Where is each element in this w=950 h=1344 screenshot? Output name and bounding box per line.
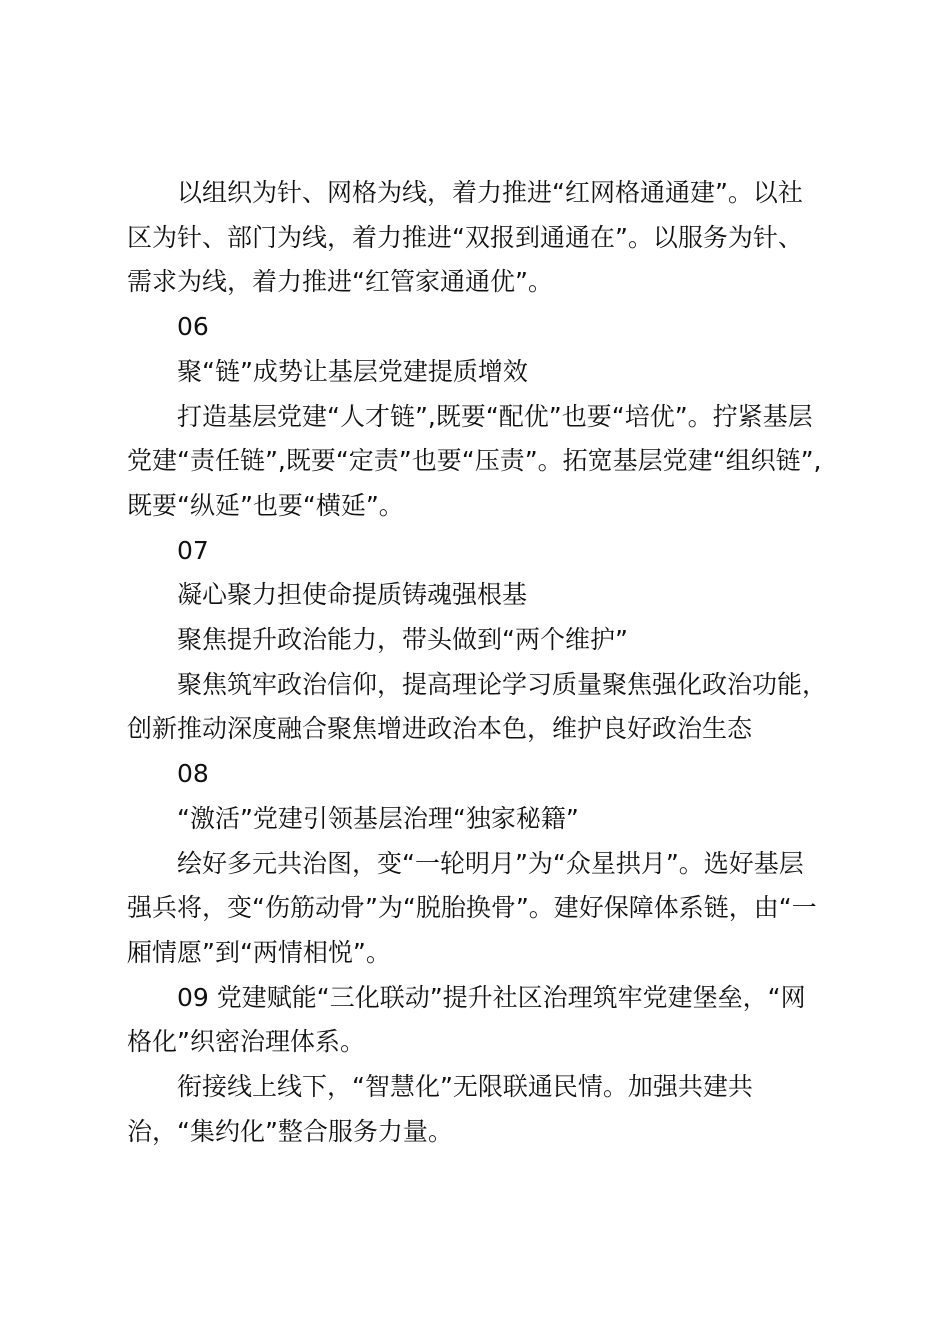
section-heading-07: 凝心聚力担使命提质铸魂强根基	[177, 580, 528, 610]
section-number-06: 06	[177, 312, 209, 342]
section-number-08: 08	[177, 759, 209, 789]
paragraph-community-grid: 以组织为针、网格为线，着力推进“红网格通通建”。以社区为针、部门为线，着力推进“双报到通通在”。以服务为针、需求为线，着力推进“红管家通通优”。	[127, 178, 803, 297]
paragraph-chain: 打造基层党建“人才链”,既要“配优”也要“培优”。拧紧基层党建“责任链”,既要“定责”也要“压责”。拓宽基层党建“组织链”,既要“纵延”也要“横延”。	[127, 401, 822, 520]
paragraph-political-belief: 聚焦筑牢政治信仰，提高理论学习质量聚焦强化政治功能，创新推动深度融合聚焦增进政治本色，维护良好政治生态	[127, 669, 828, 744]
document-body	[127, 171, 827, 1154]
section-number-07: 07	[177, 535, 209, 565]
section-heading-06: 聚“链”成势让基层党建提质增效	[177, 356, 528, 386]
paragraph-governance: 绘好多元共治图，变“一轮明月”为“众星拱月”。选好基层强兵将，变“伤筋动骨”为“脱胎换骨”。建好保障体系链，由“一厢情愿”到“两情相悦”。	[127, 848, 817, 967]
section-heading-08: “激活”党建引领基层治理“独家秘籍”	[177, 803, 579, 833]
paragraph-political-ability: 聚焦提升政治能力，带头做到“两个维护”	[177, 625, 628, 655]
paragraph-online-offline: 衔接线上线下，“智慧化”无限联通民情。加强共建共治，“集约化”整合服务力量。	[127, 1072, 753, 1146]
paragraph-09: 09 党建赋能“三化联动”提升社区治理筑牢党建堡垒，“网格化”织密治理体系。	[127, 982, 806, 1057]
